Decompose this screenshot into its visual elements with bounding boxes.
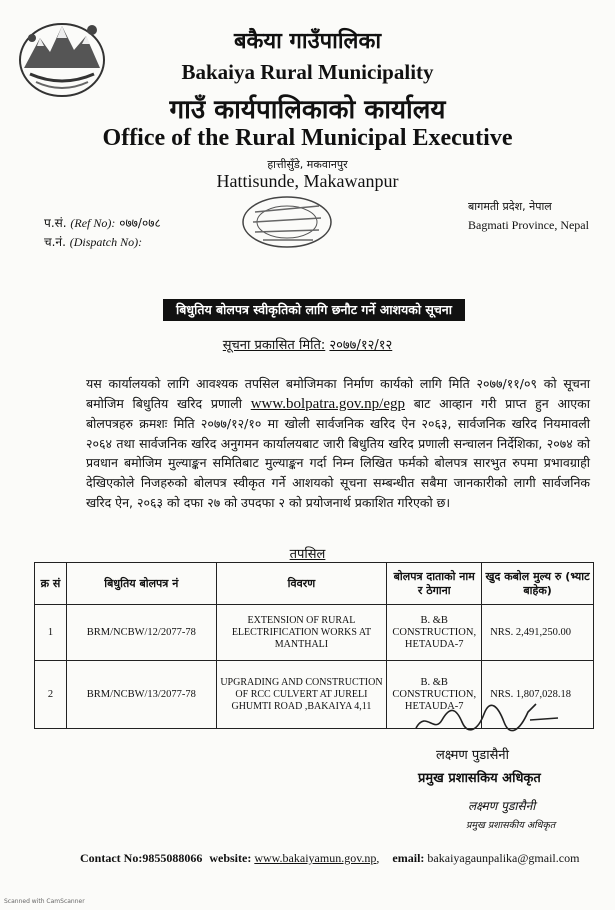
table-header-row (35, 563, 594, 605)
contact-label: Contact No: (80, 851, 143, 865)
bolpatra-website-link[interactable]: www.bolpatra.gov.np/egp (250, 395, 405, 412)
table-caption: तपसिल (289, 547, 326, 562)
contact-number: 9855088066 (142, 851, 203, 865)
cell-amount: NRS. 2,491,250.00 (482, 605, 594, 661)
province-en: Bagmati Province, Nepal (468, 218, 589, 232)
footer-contact: Contact No:9855088066 website: www.bakaiyamun.gov.np, email: bakaiyagaunpalika@gmail.com (80, 851, 580, 865)
dispatch-number (44, 233, 142, 250)
email-link[interactable]: bakaiyagaunpalika@gmail.com (427, 851, 580, 865)
cell-bidder: B. &B CONSTRUCTION, HETAUDA-7 (387, 605, 482, 661)
website-label: website: (209, 851, 252, 865)
cell-sn: 1 (35, 605, 67, 661)
email-label: email: (392, 851, 425, 865)
col-header-amount: खुद कबोल मुल्य रु (भ्याट बाहेक) (482, 563, 594, 605)
notice-title: बिधुतिय बोलपत्र स्वीकृतिको लागि छनौट गर्ने आशयको सूचना (163, 299, 465, 321)
ref-value: ०७७/०७८ (119, 216, 161, 230)
website-link[interactable]: www.bakaiyamun.gov.np (254, 851, 377, 865)
cell-bid-no: BRM/NCBW/13/2077-78 (66, 661, 216, 729)
dispatch-label-en: (Dispatch No): (69, 235, 143, 249)
table-row (35, 605, 594, 661)
office-name-np: गाउँ कार्यपालिकाको कार्यालय (169, 95, 446, 125)
dispatch-label-np: च.नं. (44, 235, 66, 249)
col-header-description: विवरण (216, 563, 387, 605)
ref-label-np: प.सं. (44, 216, 67, 230)
cell-description: UPGRADING AND CONSTRUCTION OF RCC CULVERT AT JURELI GHUMTI ROAD ,BAKAIYA 4,11 (216, 661, 387, 729)
published-date-label: सूचना प्रकासित मिति: (222, 338, 326, 353)
cell-amount: NRS. 1,807,028.18 (482, 661, 594, 729)
municipality-name-en: Bakaiya Rural Municipality (181, 60, 434, 84)
scanner-watermark: Scanned with CamScanner (4, 898, 85, 905)
published-date-value: २०७७/१२/१२ (329, 338, 393, 353)
signatory-name: लक्ष्मण पुडासैनी (436, 748, 509, 763)
notice-body-text-2: बाट आव्हान गरी प्राप्त हुन आएका बोलपत्रहरु क्रमशः मिति २०७७/१२/१० मा खोली सार्वजनिक खरिद ऐन २०६३, सार्वजनिक खरिद नियमावली २०६४ तथा सार्वजनिक खरिद अनुगमन कार्यालयबाट जारी बिधुतिय खरिद प्रणाली सन्चालन निर्देशिका, २०७४ को प्रवधान बमोजिम मुल्याङ्कन समितिबाट मुल्याङ्कन गर्दा निम्न लिखित फर्मको बोलपत्र सारभुत रुपमा प्रभावग्राही देखिएकोले निजहरुको बोलपत्र स्वीकृत गर्ने आशयको सूचना सम्बन्धीत सबैमा जानकारीको लागी सार्वजनिक खरिद ऐन, २०६३ को दफा २७ को उपदफा २ को प्रयोजनार्थ प्रकाशित गरिएको छ। (86, 395, 590, 510)
office-stamp (233, 192, 341, 252)
ref-label-en: (Ref No): (70, 216, 116, 230)
ref-number (44, 214, 161, 231)
location-np: हात्तीसुँडे, मकवानपुर (267, 158, 348, 171)
cell-bid-no: BRM/NCBW/12/2077-78 (66, 605, 216, 661)
col-header-bid-no: बिधुतिय बोलपत्र नं (66, 563, 216, 605)
province-np: बागमती प्रदेश, नेपाल (468, 200, 552, 213)
location-en: Hattisunde, Makawanpur (216, 171, 399, 191)
signatory-stamp-title: प्रमुख प्रशासकीय अधिकृत (466, 820, 556, 831)
municipality-name-np: बकैया गाउँपालिका (233, 29, 382, 54)
cell-bidder: B. &B CONSTRUCTION, HETAUDA-7 (387, 661, 482, 729)
col-header-bidder: बोलपत्र दाताको नाम र ठेगाना (387, 563, 482, 605)
notice-body-text-1: यस कार्यालयको लागि आवश्यक तपसिल बमोजिमका निर्माण कार्यको लागि मिति २०७७/११/०९ को सूचना बमोजिम बिधुतिय खरिद प्रणाली (86, 376, 590, 411)
handwritten-signature (412, 700, 562, 736)
office-name-en: Office of the Rural Municipal Executive (102, 125, 513, 151)
signatory-stamp-name: लक्ष्मण पुडासैनी (468, 799, 536, 813)
signatory-title: प्रमुख प्रशासकिय अधिकृत (418, 771, 541, 786)
published-date (0, 335, 615, 353)
col-header-sn: क्र सं (35, 563, 67, 605)
notice-body (86, 374, 590, 512)
cell-description: EXTENSION OF RURAL ELECTRIFICATION WORKS AT MANTHALI (216, 605, 387, 661)
cell-sn: 2 (35, 661, 67, 729)
